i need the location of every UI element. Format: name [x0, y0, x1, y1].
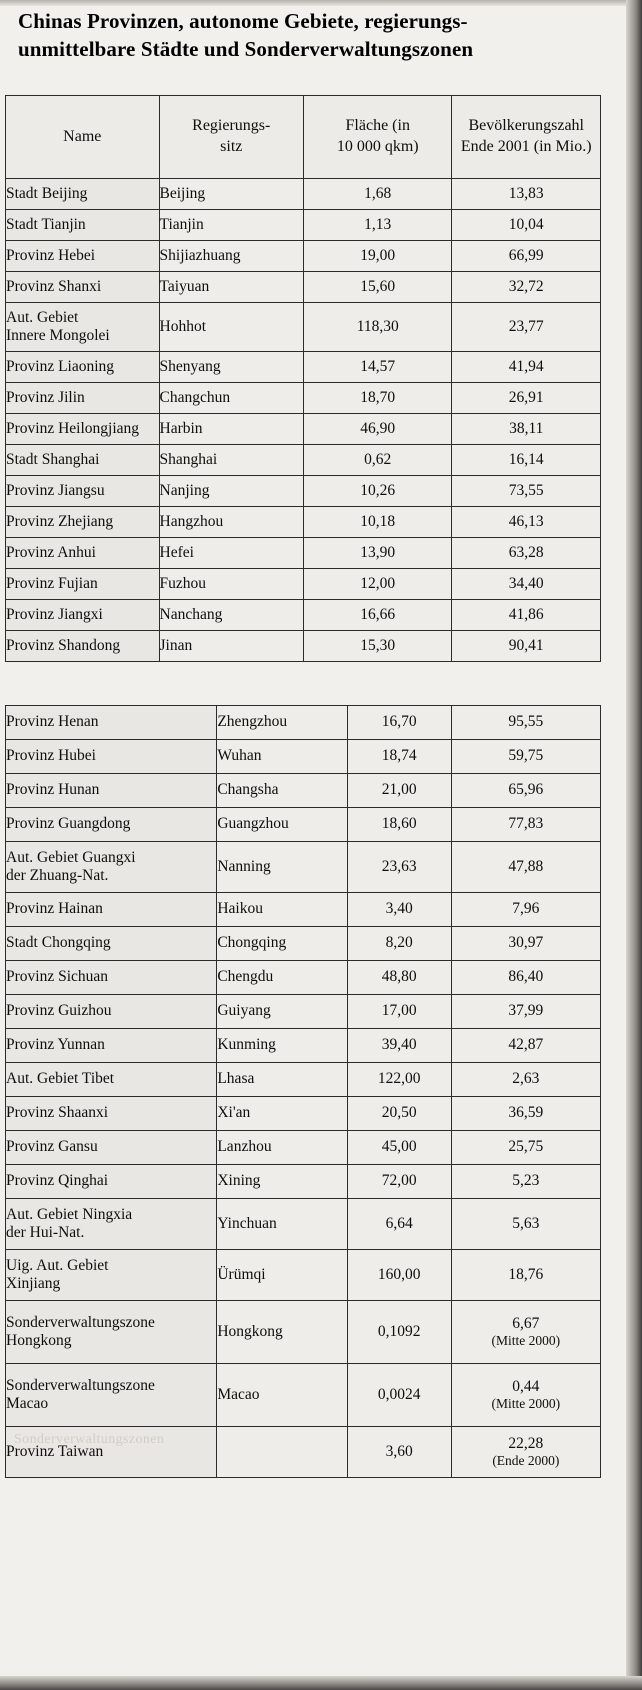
cell-population — [451, 1097, 600, 1131]
cell-government-seat: Fuzhou — [159, 569, 303, 600]
cell-region-name — [6, 1301, 217, 1364]
cell-region-name — [6, 414, 160, 445]
cell-population — [451, 1301, 600, 1364]
region-name-line-1: Provinz Taiwan — [6, 1442, 104, 1460]
population-note: (Ende 2000) — [492, 1453, 560, 1469]
column-header-area: Fläche (in 10 000 qkm) — [304, 96, 452, 179]
cell-population — [452, 507, 601, 538]
cell-area: 3,40 — [347, 893, 451, 927]
cell-area: 1,68 — [304, 179, 452, 210]
cell-government-seat: Shenyang — [159, 352, 303, 383]
cell-area: 122,00 — [347, 1063, 451, 1097]
cell-government-seat: Nanning — [217, 842, 347, 893]
cell-government-seat: Changsha — [217, 774, 347, 808]
population-value: 65,96 — [508, 781, 544, 799]
cell-region-name — [6, 961, 217, 995]
region-name-line-1: Stadt Chongqing — [6, 934, 111, 952]
bleed-through-text: Sonderverwaltungszonen — [14, 1432, 165, 1447]
table-row — [6, 569, 601, 600]
table-row — [6, 631, 601, 662]
region-name-line-1: Stadt Shanghai — [6, 450, 100, 468]
cell-area: 48,80 — [347, 961, 451, 995]
population-note: (Mitte 2000) — [491, 1333, 561, 1349]
table-row — [6, 272, 601, 303]
cell-region-name — [6, 1063, 217, 1097]
cell-region-name — [6, 808, 217, 842]
region-name-line-1: Provinz Shanxi — [6, 277, 102, 295]
cell-region-name — [6, 1250, 217, 1301]
cell-region-name — [6, 842, 217, 893]
cell-area: 16,66 — [304, 600, 452, 631]
cell-population — [451, 740, 600, 774]
cell-area: 17,00 — [347, 995, 451, 1029]
region-name-line-1: Provinz Hebei — [6, 246, 96, 264]
cell-government-seat: Macao — [217, 1364, 347, 1427]
table-row — [6, 210, 601, 241]
population-value: 18,76 — [508, 1265, 544, 1283]
region-name-line-1: Provinz Henan — [6, 713, 99, 731]
cell-government-seat: Changchun — [159, 383, 303, 414]
cell-area: 118,30 — [304, 303, 452, 352]
cell-population — [451, 1029, 600, 1063]
region-name-line-1: Provinz Hainan — [6, 900, 103, 918]
population-value: 41,86 — [508, 605, 544, 623]
table-row — [6, 241, 601, 272]
cell-population — [451, 842, 600, 893]
cell-government-seat: Ürümqi — [217, 1250, 347, 1301]
table-row — [6, 383, 601, 414]
cell-population — [452, 631, 601, 662]
cell-government-seat: Lanzhou — [217, 1131, 347, 1165]
table-row — [6, 1427, 601, 1478]
population-value: 6,67 — [512, 1314, 540, 1332]
page-title-line-2: unmittelbare Städte und Sonderverwaltungszonen — [18, 36, 474, 61]
table-row — [6, 1199, 601, 1250]
region-name-line-1: Provinz Liaoning — [6, 357, 115, 375]
cell-population — [452, 272, 601, 303]
cell-population — [451, 995, 600, 1029]
cell-area: 0,1092 — [347, 1301, 451, 1364]
cell-population — [451, 1063, 600, 1097]
cell-region-name — [6, 774, 217, 808]
cell-area: 1,13 — [304, 210, 452, 241]
cell-government-seat: Wuhan — [217, 740, 347, 774]
cell-region-name — [6, 600, 160, 631]
cell-region-name — [6, 210, 160, 241]
cell-government-seat: Xi'an — [217, 1097, 347, 1131]
cell-population — [451, 1199, 600, 1250]
provinces-table-part-1 — [5, 95, 601, 662]
table-row — [6, 1301, 601, 1364]
population-value: 7,96 — [512, 900, 540, 918]
cell-area: 6,64 — [347, 1199, 451, 1250]
population-value: 95,55 — [508, 713, 544, 731]
population-value: 30,97 — [508, 934, 544, 952]
cell-government-seat: Guangzhou — [217, 808, 347, 842]
population-value: 77,83 — [508, 815, 544, 833]
cell-region-name — [6, 445, 160, 476]
cell-region-name — [6, 241, 160, 272]
region-name-line-1: Sonderverwaltungszone — [6, 1313, 155, 1331]
cell-population — [451, 893, 600, 927]
table-row — [6, 740, 601, 774]
cell-government-seat: Jinan — [159, 631, 303, 662]
cell-region-name — [6, 1165, 217, 1199]
cell-government-seat: Nanjing — [159, 476, 303, 507]
cell-population — [452, 241, 601, 272]
table-row — [6, 179, 601, 210]
cell-population — [451, 1364, 600, 1427]
table-row — [6, 774, 601, 808]
population-value: 2,63 — [512, 1070, 540, 1088]
cell-population — [451, 808, 600, 842]
table-row — [6, 303, 601, 352]
region-name-line-2: Macao — [6, 1395, 49, 1412]
population-value: 5,23 — [512, 1172, 540, 1190]
population-value: 42,87 — [508, 1036, 544, 1054]
table-row — [6, 1131, 601, 1165]
cell-area: 13,90 — [304, 538, 452, 569]
cell-population — [451, 1165, 600, 1199]
column-header-name: Name — [6, 96, 160, 179]
population-value: 90,41 — [508, 636, 544, 654]
population-value: 16,14 — [508, 450, 544, 468]
cell-area: 160,00 — [347, 1250, 451, 1301]
cell-population — [452, 445, 601, 476]
population-value: 73,55 — [508, 481, 544, 499]
cell-government-seat: Lhasa — [217, 1063, 347, 1097]
region-name-line-2: der Zhuang-Nat. — [6, 867, 109, 884]
cell-government-seat: Chengdu — [217, 961, 347, 995]
cell-area: 15,30 — [304, 631, 452, 662]
region-name-line-2: Hongkong — [6, 1332, 72, 1349]
cell-area: 18,70 — [304, 383, 452, 414]
cell-population — [452, 179, 601, 210]
cell-government-seat: Shanghai — [159, 445, 303, 476]
cell-region-name — [6, 179, 160, 210]
page-edge-right — [626, 0, 642, 1690]
population-value: 13,83 — [508, 184, 544, 202]
region-name-line-1: Aut. Gebiet Guangxi — [6, 848, 136, 866]
region-name-line-1: Uig. Aut. Gebiet — [6, 1256, 109, 1274]
cell-area: 45,00 — [347, 1131, 451, 1165]
population-value: 86,40 — [508, 968, 544, 986]
cell-government-seat: Chongqing — [217, 927, 347, 961]
region-name-line-1: Provinz Jiangsu — [6, 481, 105, 499]
population-value: 59,75 — [508, 747, 544, 765]
cell-region-name — [6, 740, 217, 774]
table-row — [6, 507, 601, 538]
population-value: 32,72 — [508, 277, 544, 295]
cell-government-seat: Nanchang — [159, 600, 303, 631]
cell-population — [451, 774, 600, 808]
population-value: 41,94 — [508, 357, 544, 375]
region-name-line-1: Provinz Fujian — [6, 574, 98, 592]
cell-government-seat: Hongkong — [217, 1301, 347, 1364]
cell-region-name — [6, 995, 217, 1029]
cell-region-name — [6, 538, 160, 569]
cell-area: 15,60 — [304, 272, 452, 303]
cell-population — [451, 927, 600, 961]
cell-population — [452, 303, 601, 352]
cell-region-name — [6, 1199, 217, 1250]
cell-government-seat: Hefei — [159, 538, 303, 569]
region-name-line-1: Stadt Beijing — [6, 184, 88, 202]
table-row — [6, 600, 601, 631]
table-row — [6, 352, 601, 383]
page-edge-top — [0, 0, 642, 6]
cell-population — [452, 538, 601, 569]
table-row — [6, 1029, 601, 1063]
cell-area: 12,00 — [304, 569, 452, 600]
page-title — [18, 8, 608, 63]
region-name-line-1: Provinz Shandong — [6, 636, 121, 654]
cell-population — [452, 414, 601, 445]
cell-area: 3,60 — [347, 1427, 451, 1478]
table-row — [6, 1165, 601, 1199]
region-name-line-1: Sonderverwaltungszone — [6, 1376, 155, 1394]
cell-region-name — [6, 706, 217, 740]
cell-area: 10,26 — [304, 476, 452, 507]
cell-region-name — [6, 352, 160, 383]
cell-area: 10,18 — [304, 507, 452, 538]
population-value: 38,11 — [509, 419, 544, 437]
region-name-line-1: Aut. Gebiet — [6, 308, 79, 326]
cell-region-name — [6, 1029, 217, 1063]
cell-region-name — [6, 303, 160, 352]
cell-region-name — [6, 631, 160, 662]
population-value: 66,99 — [508, 246, 544, 264]
region-name-line-2: Xinjiang — [6, 1275, 61, 1292]
cell-area: 0,62 — [304, 445, 452, 476]
region-name-line-1: Stadt Tianjin — [6, 215, 86, 233]
cell-region-name — [6, 476, 160, 507]
cell-region-name — [6, 893, 217, 927]
cell-government-seat: Taiyuan — [159, 272, 303, 303]
region-name-line-1: Provinz Shaanxi — [6, 1104, 109, 1122]
cell-region-name — [6, 1427, 217, 1478]
region-name-line-2: der Hui-Nat. — [6, 1224, 85, 1241]
cell-area: 18,60 — [347, 808, 451, 842]
table-row — [6, 927, 601, 961]
population-value: 25,75 — [508, 1138, 544, 1156]
cell-region-name — [6, 1364, 217, 1427]
cell-area: 39,40 — [347, 1029, 451, 1063]
table-row — [6, 995, 601, 1029]
page-title-line-1: Chinas Provinzen, autonome Gebiete, regierungs- — [18, 9, 468, 33]
region-name-line-1: Provinz Qinghai — [6, 1172, 109, 1190]
cell-region-name — [6, 1131, 217, 1165]
cell-population — [452, 569, 601, 600]
cell-region-name — [6, 569, 160, 600]
cell-area: 16,70 — [347, 706, 451, 740]
table-row — [6, 1364, 601, 1427]
column-header-seat: Regierungs- sitz — [159, 96, 303, 179]
table-row — [6, 893, 601, 927]
cell-population — [451, 706, 600, 740]
table-row — [6, 1063, 601, 1097]
cell-area: 46,90 — [304, 414, 452, 445]
table-row — [6, 842, 601, 893]
cell-population — [452, 476, 601, 507]
population-value: 26,91 — [508, 388, 544, 406]
population-value: 37,99 — [508, 1002, 544, 1020]
cell-population — [451, 1427, 600, 1478]
cell-government-seat: Harbin — [159, 414, 303, 445]
cell-area: 14,57 — [304, 352, 452, 383]
cell-government-seat: Yinchuan — [217, 1199, 347, 1250]
table-row — [6, 961, 601, 995]
cell-region-name — [6, 383, 160, 414]
region-name-line-1: Provinz Zhejiang — [6, 512, 114, 530]
region-name-line-1: Provinz Anhui — [6, 543, 96, 561]
cell-area: 23,63 — [347, 842, 451, 893]
provinces-table-part-2 — [5, 705, 601, 1478]
region-name-line-1: Aut. Gebiet Tibet — [6, 1070, 115, 1088]
cell-region-name — [6, 272, 160, 303]
cell-area: 0,0024 — [347, 1364, 451, 1427]
region-name-line-1: Provinz Guangdong — [6, 815, 131, 833]
cell-region-name — [6, 507, 160, 538]
cell-government-seat: Kunming — [217, 1029, 347, 1063]
cell-population — [452, 352, 601, 383]
region-name-line-1: Provinz Hunan — [6, 781, 100, 799]
population-value: 5,63 — [512, 1214, 540, 1232]
cell-area: 8,20 — [347, 927, 451, 961]
cell-area: 20,50 — [347, 1097, 451, 1131]
region-name-line-1: Provinz Guizhou — [6, 1002, 112, 1020]
cell-government-seat: Xining — [217, 1165, 347, 1199]
cell-region-name — [6, 927, 217, 961]
table-row — [6, 1097, 601, 1131]
cell-government-seat: Guiyang — [217, 995, 347, 1029]
table-header-row — [6, 96, 601, 179]
population-value: 36,59 — [508, 1104, 544, 1122]
cell-area: 21,00 — [347, 774, 451, 808]
cell-population — [451, 1250, 600, 1301]
population-value: 34,40 — [508, 574, 544, 592]
cell-population — [452, 383, 601, 414]
region-name-line-1: Provinz Yunnan — [6, 1036, 105, 1054]
region-name-line-2: Innere Mongolei — [6, 327, 110, 344]
region-name-line-1: Provinz Gansu — [6, 1138, 98, 1156]
population-value: 23,77 — [508, 317, 544, 335]
cell-area: 18,74 — [347, 740, 451, 774]
region-name-line-1: Provinz Jilin — [6, 388, 85, 406]
table-row — [6, 445, 601, 476]
cell-government-seat: Zhengzhou — [217, 706, 347, 740]
cell-government-seat: Haikou — [217, 893, 347, 927]
table-row — [6, 414, 601, 445]
cell-region-name — [6, 1097, 217, 1131]
population-value: 63,28 — [508, 543, 544, 561]
page-edge-bottom — [0, 1676, 642, 1690]
table-row — [6, 476, 601, 507]
cell-area: 72,00 — [347, 1165, 451, 1199]
cell-government-seat: Hohhot — [159, 303, 303, 352]
population-value: 46,13 — [508, 512, 544, 530]
region-name-line-1: Aut. Gebiet Ningxia — [6, 1205, 133, 1223]
column-header-population: Bevölkerungszahl Ende 2001 (in Mio.) — [452, 96, 601, 179]
region-name-line-1: Provinz Heilongjiang — [6, 419, 140, 437]
region-name-line-1: Provinz Sichuan — [6, 968, 109, 986]
table-row — [6, 538, 601, 569]
population-value: 10,04 — [508, 215, 544, 233]
region-name-line-1: Provinz Hubei — [6, 747, 96, 765]
cell-government-seat: Hangzhou — [159, 507, 303, 538]
table-row — [6, 808, 601, 842]
cell-government-seat: Tianjin — [159, 210, 303, 241]
population-value: 47,88 — [508, 857, 544, 875]
population-value: 22,28 — [508, 1434, 544, 1452]
population-value: 0,44 — [512, 1377, 540, 1395]
cell-government-seat — [217, 1427, 347, 1478]
table-row — [6, 706, 601, 740]
region-name-line-1: Provinz Jiangxi — [6, 605, 103, 623]
cell-population — [452, 210, 601, 241]
cell-area: 19,00 — [304, 241, 452, 272]
table-row — [6, 1250, 601, 1301]
cell-government-seat: Beijing — [159, 179, 303, 210]
population-note: (Mitte 2000) — [491, 1396, 561, 1412]
cell-population — [452, 600, 601, 631]
cell-government-seat: Shijiazhuang — [159, 241, 303, 272]
cell-population — [451, 1131, 600, 1165]
cell-population — [451, 961, 600, 995]
